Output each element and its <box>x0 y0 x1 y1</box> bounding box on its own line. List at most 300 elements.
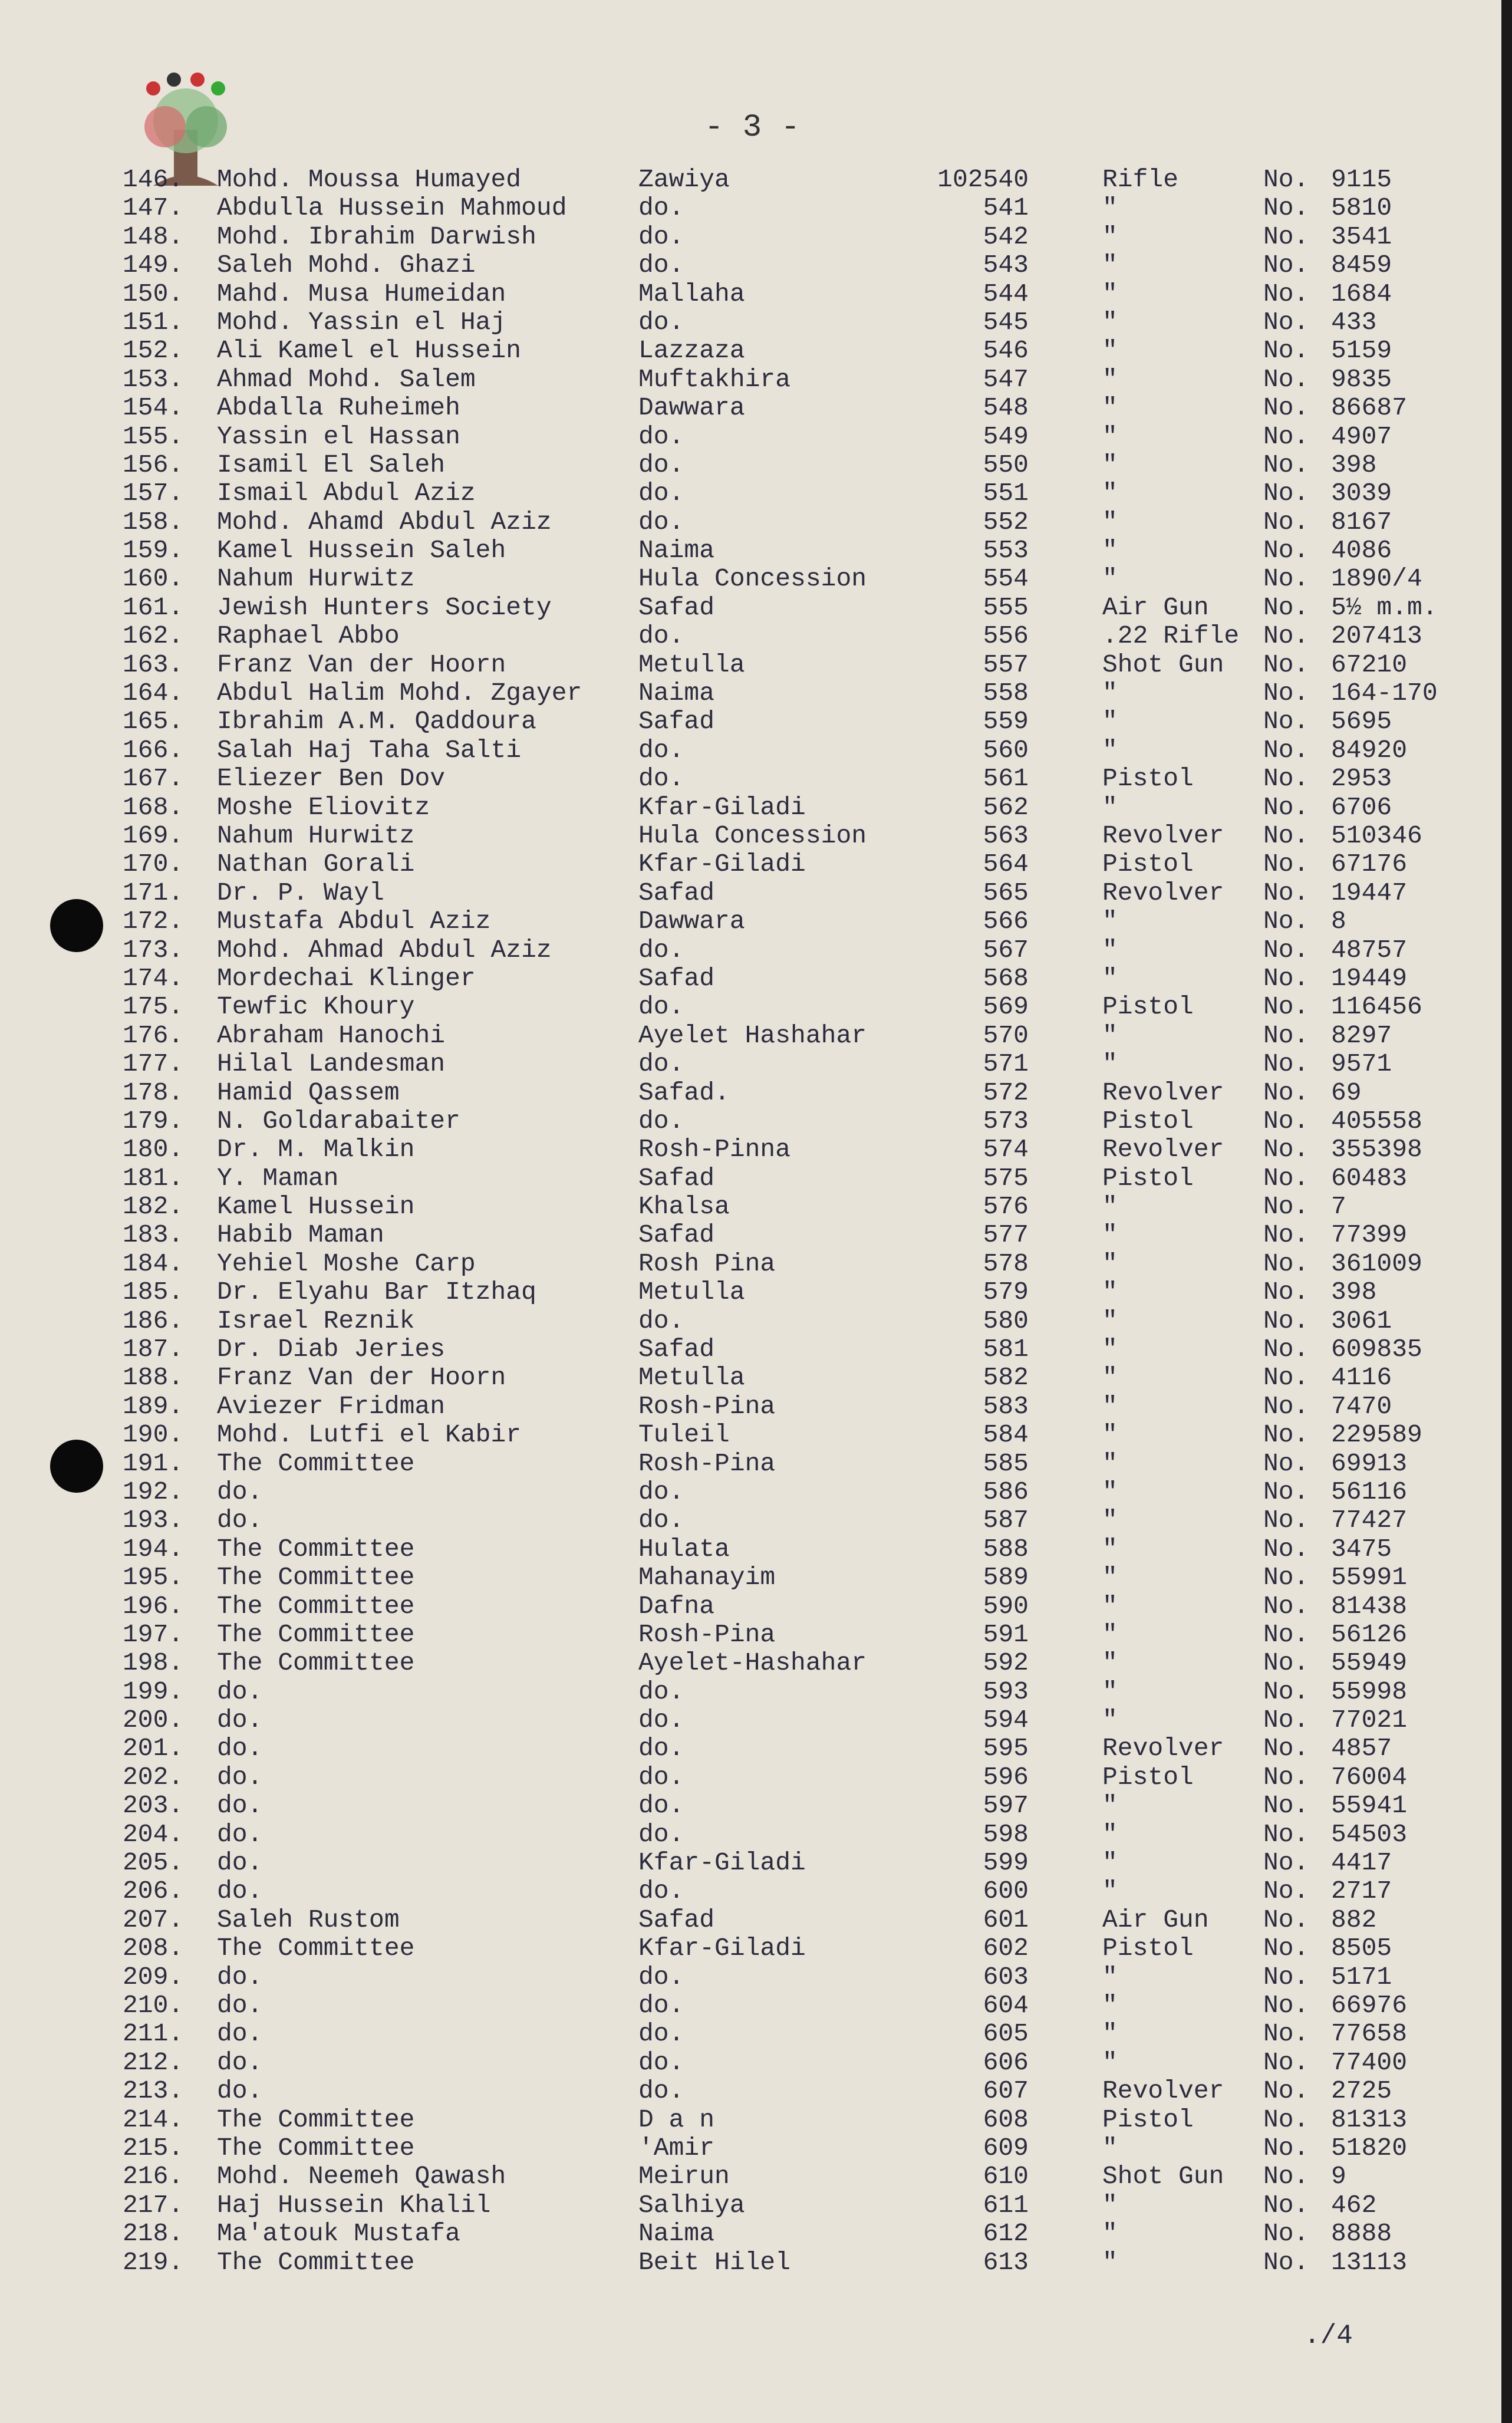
entry-number: 207. <box>123 1905 184 1934</box>
entry-number: 159. <box>123 536 184 565</box>
weapon-type: " <box>1102 279 1118 308</box>
register-number: 613 <box>983 2247 1029 2277</box>
register-row <box>0 1421 1512 1449</box>
number-label: No. <box>1263 1420 1309 1450</box>
locality: do. <box>638 764 684 794</box>
owner-name: The Committee <box>217 1591 415 1621</box>
owner-name: do. <box>217 1477 263 1506</box>
owner-name: Mohd. Neemeh Qawash <box>217 2162 506 2191</box>
owner-name: Ahmad Mohd. Salem <box>217 364 476 394</box>
number-label: No. <box>1263 592 1309 622</box>
register-row <box>0 2134 1512 2162</box>
entry-number: 146. <box>123 165 184 194</box>
weapon-type: " <box>1102 735 1118 765</box>
number-label: No. <box>1263 1220 1309 1250</box>
locality: do. <box>638 193 684 223</box>
register-number: 600 <box>983 1876 1029 1906</box>
serial-number: 2717 <box>1331 1876 1392 1906</box>
number-label: No. <box>1263 935 1309 964</box>
register-number: 555 <box>983 592 1029 622</box>
number-label: No. <box>1263 1876 1309 1906</box>
register-number: 568 <box>983 963 1029 993</box>
owner-name: do. <box>217 1762 263 1792</box>
register-row <box>0 765 1512 793</box>
locality: Rosh-Pina <box>638 1391 776 1421</box>
register-row <box>0 1991 1512 2020</box>
serial-number: 9571 <box>1331 1049 1392 1079</box>
register-number: 563 <box>983 821 1029 850</box>
entry-number: 177. <box>123 1049 184 1079</box>
weapon-type: " <box>1102 1991 1118 2020</box>
entry-number: 187. <box>123 1335 184 1364</box>
serial-number: 3039 <box>1331 479 1392 508</box>
weapon-type: Pistol <box>1102 1762 1194 1792</box>
register-number: 541 <box>983 193 1029 223</box>
weapon-type: " <box>1102 393 1118 423</box>
continuation-mark: ./4 <box>1304 2320 1353 2351</box>
serial-number: 77021 <box>1331 1706 1408 1735</box>
number-label: No. <box>1263 1078 1309 1107</box>
owner-name: The Committee <box>217 1934 415 1963</box>
serial-number: 69 <box>1331 1078 1362 1107</box>
owner-name: N. Goldarabaiter <box>217 1106 460 1135</box>
owner-name: Mustafa Abdul Aziz <box>217 907 491 936</box>
locality: do. <box>638 2076 684 2106</box>
entry-number: 164. <box>123 679 184 708</box>
entry-number: 188. <box>123 1363 184 1392</box>
owner-name: The Committee <box>217 1563 415 1592</box>
locality: do. <box>638 1477 684 1506</box>
number-label: No. <box>1263 1648 1309 1678</box>
number-label: No. <box>1263 1020 1309 1050</box>
serial-number: 609835 <box>1331 1335 1422 1364</box>
serial-number: 8167 <box>1331 507 1392 536</box>
number-label: No. <box>1263 1135 1309 1164</box>
serial-number: 56116 <box>1331 1477 1408 1506</box>
weapon-type: " <box>1102 1335 1118 1364</box>
register-row <box>0 166 1512 194</box>
locality: do. <box>638 307 684 337</box>
serial-number: 77399 <box>1331 1220 1408 1250</box>
register-row <box>0 565 1512 593</box>
serial-number: 81438 <box>1331 1591 1408 1621</box>
number-label: No. <box>1263 2105 1309 2134</box>
number-label: No. <box>1263 1306 1309 1335</box>
register-row <box>0 1792 1512 1820</box>
serial-number: 433 <box>1331 307 1377 337</box>
locality: Beit Hilel <box>638 2247 791 2277</box>
owner-name: Salah Haj Taha Salti <box>217 735 522 765</box>
number-label: No. <box>1263 1934 1309 1963</box>
locality: do. <box>638 479 684 508</box>
owner-name: do. <box>217 1677 263 1706</box>
register-number: 593 <box>983 1677 1029 1706</box>
register-row <box>0 2162 1512 2191</box>
locality: do. <box>638 935 684 964</box>
weapon-type: " <box>1102 679 1118 708</box>
weapon-type: " <box>1102 1049 1118 1079</box>
entry-number: 185. <box>123 1278 184 1307</box>
weapon-type: Pistol <box>1102 1934 1194 1963</box>
entry-number: 153. <box>123 364 184 394</box>
locality: do. <box>638 1506 684 1535</box>
locality: Rosh-Pina <box>638 1619 776 1649</box>
number-label: No. <box>1263 479 1309 508</box>
register-row <box>0 1934 1512 1963</box>
number-label: No. <box>1263 1848 1309 1878</box>
owner-name: Franz Van der Hoorn <box>217 650 506 679</box>
register-number: 598 <box>983 1819 1029 1849</box>
weapon-type: " <box>1102 507 1118 536</box>
locality: Naima <box>638 2219 715 2248</box>
register-number: 603 <box>983 1962 1029 1991</box>
entry-number: 155. <box>123 422 184 451</box>
register-row <box>0 1478 1512 1506</box>
entry-number: 161. <box>123 592 184 622</box>
register-row <box>0 1022 1512 1050</box>
register-number: 545 <box>983 307 1029 337</box>
owner-name: The Committee <box>217 1619 415 1649</box>
serial-number: 8888 <box>1331 2219 1392 2248</box>
owner-name: Mohd. Ahmad Abdul Aziz <box>217 935 552 964</box>
number-label: No. <box>1263 507 1309 536</box>
register-number: 571 <box>983 1049 1029 1079</box>
owner-name: Raphael Abbo <box>217 621 400 651</box>
serial-number: 3541 <box>1331 222 1392 251</box>
owner-name: do. <box>217 1706 263 1735</box>
register-row <box>0 1849 1512 1877</box>
locality: Metulla <box>638 1278 745 1307</box>
register-row <box>0 822 1512 850</box>
register-number: 610 <box>983 2162 1029 2191</box>
owner-name: The Committee <box>217 1534 415 1563</box>
locality: Tuleil <box>638 1420 730 1450</box>
serial-number: 6706 <box>1331 792 1392 822</box>
weapon-type: " <box>1102 792 1118 822</box>
register-row <box>0 479 1512 508</box>
owner-name: do. <box>217 2019 263 2049</box>
entry-number: 168. <box>123 792 184 822</box>
serial-number: 86687 <box>1331 393 1408 423</box>
weapon-type: " <box>1102 2019 1118 2049</box>
entry-number: 214. <box>123 2105 184 2134</box>
locality: do. <box>638 2019 684 2049</box>
entry-number: 209. <box>123 1962 184 1991</box>
weapon-type: " <box>1102 1677 1118 1706</box>
number-label: No. <box>1263 650 1309 679</box>
locality: Hula Concession <box>638 821 867 850</box>
locality: Dawwara <box>638 393 745 423</box>
register-number: 570 <box>983 1020 1029 1050</box>
register-row <box>0 707 1512 736</box>
register-number: 558 <box>983 679 1029 708</box>
owner-name: Ibrahim A.M. Qaddoura <box>217 707 536 736</box>
weapon-type: " <box>1102 2190 1118 2220</box>
entry-number: 154. <box>123 393 184 423</box>
owner-name: Kamel Hussein <box>217 1192 415 1222</box>
register-row <box>0 679 1512 707</box>
register-row <box>0 993 1512 1021</box>
locality: Naima <box>638 679 715 708</box>
entry-number: 203. <box>123 1791 184 1820</box>
locality: do. <box>638 450 684 479</box>
number-label: No. <box>1263 963 1309 993</box>
locality: Rosh Pina <box>638 1249 776 1278</box>
number-label: No. <box>1263 165 1309 194</box>
register-number: 601 <box>983 1905 1029 1934</box>
locality: Safad <box>638 963 715 993</box>
register-row <box>0 1535 1512 1563</box>
owner-name: do. <box>217 1506 263 1535</box>
number-label: No. <box>1263 307 1309 337</box>
register-number: 567 <box>983 935 1029 964</box>
serial-number: 5½ m.m. <box>1331 592 1438 622</box>
entry-number: 158. <box>123 507 184 536</box>
owner-name: Mohd. Ahamd Abdul Aziz <box>217 507 552 536</box>
locality: 'Amir <box>638 2133 715 2162</box>
register-row <box>0 1678 1512 1706</box>
locality: Safad <box>638 1905 715 1934</box>
entry-number: 201. <box>123 1734 184 1763</box>
owner-name: Ismail Abdul Aziz <box>217 479 476 508</box>
number-label: No. <box>1263 1905 1309 1934</box>
owner-name: Aviezer Fridman <box>217 1391 446 1421</box>
serial-number: 5810 <box>1331 193 1392 223</box>
entry-number: 163. <box>123 650 184 679</box>
entry-number: 215. <box>123 2133 184 2162</box>
number-label: No. <box>1263 393 1309 423</box>
register-row <box>0 1164 1512 1193</box>
register-number: 564 <box>983 850 1029 879</box>
register-row <box>0 280 1512 308</box>
owner-name: do. <box>217 1991 263 2020</box>
serial-number: 55949 <box>1331 1648 1408 1678</box>
serial-number: 361009 <box>1331 1249 1422 1278</box>
entry-number: 172. <box>123 907 184 936</box>
register-row <box>0 1963 1512 1991</box>
weapon-type: " <box>1102 364 1118 394</box>
register-row <box>0 223 1512 251</box>
entry-number: 195. <box>123 1563 184 1592</box>
weapon-type: " <box>1102 564 1118 594</box>
register-row <box>0 964 1512 993</box>
serial-number: 55991 <box>1331 1563 1408 1592</box>
weapon-type: " <box>1102 450 1118 479</box>
locality: Metulla <box>638 1363 745 1392</box>
register-row <box>0 508 1512 536</box>
weapon-type: " <box>1102 1819 1118 1849</box>
locality: Safad <box>638 707 715 736</box>
register-number: 565 <box>983 878 1029 907</box>
owner-name: do. <box>217 2076 263 2106</box>
serial-number: 3475 <box>1331 1534 1392 1563</box>
owner-name: do. <box>217 1791 263 1820</box>
register-row <box>0 1706 1512 1734</box>
number-label: No. <box>1263 536 1309 565</box>
locality: Khalsa <box>638 1192 730 1222</box>
owner-name: Y. Maman <box>217 1163 339 1193</box>
number-label: No. <box>1263 1706 1309 1735</box>
serial-number: 55941 <box>1331 1791 1408 1820</box>
owner-name: The Committee <box>217 2105 415 2134</box>
entry-number: 147. <box>123 193 184 223</box>
serial-number: 81313 <box>1331 2105 1408 2134</box>
number-label: No. <box>1263 1448 1309 1478</box>
register-row <box>0 1135 1512 1164</box>
register-number: 587 <box>983 1506 1029 1535</box>
owner-name: Dr. P. Wayl <box>217 878 384 907</box>
weapon-type: " <box>1102 479 1118 508</box>
locality: Lazzaza <box>638 336 745 366</box>
entry-number: 211. <box>123 2019 184 2049</box>
locality: Ayelet-Hashahar <box>638 1648 867 1678</box>
number-label: No. <box>1263 1278 1309 1307</box>
register-row <box>0 1649 1512 1677</box>
register-number: 591 <box>983 1619 1029 1649</box>
number-label: No. <box>1263 1534 1309 1563</box>
entry-number: 202. <box>123 1762 184 1792</box>
locality: Safad. <box>638 1078 730 1107</box>
punch-hole <box>50 1440 103 1493</box>
register-row <box>0 622 1512 650</box>
entry-number: 194. <box>123 1534 184 1563</box>
register-number: 554 <box>983 564 1029 594</box>
weapon-type: " <box>1102 222 1118 251</box>
number-label: No. <box>1263 422 1309 451</box>
entry-number: 156. <box>123 450 184 479</box>
owner-name: Ma'atouk Mustafa <box>217 2219 460 2248</box>
serial-number: 1684 <box>1331 279 1392 308</box>
register-number: 560 <box>983 735 1029 765</box>
locality: Mahanayim <box>638 1563 776 1592</box>
serial-number: 54503 <box>1331 1819 1408 1849</box>
register-number: 590 <box>983 1591 1029 1621</box>
locality: Salhiya <box>638 2190 745 2220</box>
serial-number: 60483 <box>1331 1163 1408 1193</box>
serial-number: 66976 <box>1331 1991 1408 2020</box>
register-row <box>0 1307 1512 1335</box>
locality: do. <box>638 2047 684 2077</box>
weapon-type: " <box>1102 1220 1118 1250</box>
owner-name: Hamid Qassem <box>217 1078 400 1107</box>
register-number: 556 <box>983 621 1029 651</box>
serial-number: 67176 <box>1331 850 1408 879</box>
entry-number: 196. <box>123 1591 184 1621</box>
number-label: No. <box>1263 2190 1309 2220</box>
serial-number: 8505 <box>1331 1934 1392 1963</box>
serial-number: 84920 <box>1331 735 1408 765</box>
locality: Metulla <box>638 650 745 679</box>
entry-number: 182. <box>123 1192 184 1222</box>
register-number: 102540 <box>937 165 1029 194</box>
serial-number: 56126 <box>1331 1619 1408 1649</box>
number-label: No. <box>1263 2162 1309 2191</box>
number-label: No. <box>1263 679 1309 708</box>
entry-number: 181. <box>123 1163 184 1193</box>
locality: Safad <box>638 1220 715 1250</box>
owner-name: Yehiel Moshe Carp <box>217 1249 476 1278</box>
register-row <box>0 1820 1512 1849</box>
owner-name: Abdul Halim Mohd. Zgayer <box>217 679 582 708</box>
serial-number: 2953 <box>1331 764 1392 794</box>
number-label: No. <box>1263 251 1309 280</box>
register-number: 609 <box>983 2133 1029 2162</box>
owner-name: Tewfic Khoury <box>217 992 415 1022</box>
owner-name: Nathan Gorali <box>217 850 415 879</box>
owner-name: Abraham Hanochi <box>217 1020 446 1050</box>
register-number: 605 <box>983 2019 1029 2049</box>
entry-number: 165. <box>123 707 184 736</box>
entry-number: 149. <box>123 251 184 280</box>
entry-number: 206. <box>123 1876 184 1906</box>
number-label: No. <box>1263 1249 1309 1278</box>
owner-name: Nahum Hurwitz <box>217 564 415 594</box>
register-number: 592 <box>983 1648 1029 1678</box>
weapon-type: " <box>1102 1706 1118 1735</box>
register-row <box>0 594 1512 622</box>
register-row <box>0 1250 1512 1278</box>
number-label: No. <box>1263 2247 1309 2277</box>
weapon-type: " <box>1102 336 1118 366</box>
punch-hole <box>50 899 103 952</box>
weapon-type: Pistol <box>1102 764 1194 794</box>
register-number: 552 <box>983 507 1029 536</box>
entry-number: 167. <box>123 764 184 794</box>
register-number: 569 <box>983 992 1029 1022</box>
owner-name: Saleh Rustom <box>217 1905 400 1934</box>
locality: Ayelet Hashahar <box>638 1020 867 1050</box>
number-label: No. <box>1263 1677 1309 1706</box>
number-label: No. <box>1263 279 1309 308</box>
register-number: 547 <box>983 364 1029 394</box>
weapon-type: " <box>1102 707 1118 736</box>
owner-name: Jewish Hunters Society <box>217 592 552 622</box>
serial-number: 4907 <box>1331 422 1392 451</box>
entry-number: 198. <box>123 1648 184 1678</box>
serial-number: 229589 <box>1331 1420 1422 1450</box>
weapon-type: Shot Gun <box>1102 2162 1224 2191</box>
entry-number: 186. <box>123 1306 184 1335</box>
locality: Naima <box>638 536 715 565</box>
serial-number: 19449 <box>1331 963 1408 993</box>
register-row <box>0 850 1512 878</box>
serial-number: 7 <box>1331 1192 1346 1222</box>
weapon-type: Revolver <box>1102 1135 1224 1164</box>
register-number: 597 <box>983 1791 1029 1820</box>
locality: do. <box>638 1791 684 1820</box>
serial-number: 8297 <box>1331 1020 1392 1050</box>
register-number: 579 <box>983 1278 1029 1307</box>
serial-number: 4857 <box>1331 1734 1392 1763</box>
locality: do. <box>638 1049 684 1079</box>
register-number: 595 <box>983 1734 1029 1763</box>
entry-number: 175. <box>123 992 184 1022</box>
serial-number: 7470 <box>1331 1391 1392 1421</box>
weapon-type: " <box>1102 193 1118 223</box>
register-number: 581 <box>983 1335 1029 1364</box>
register-row <box>0 536 1512 565</box>
register-number: 606 <box>983 2047 1029 2077</box>
locality: Safad <box>638 1163 715 1193</box>
owner-name: do. <box>217 2047 263 2077</box>
register-number: 604 <box>983 1991 1029 2020</box>
register-row <box>0 879 1512 907</box>
number-label: No. <box>1263 1335 1309 1364</box>
weapon-type: Air Gun <box>1102 1905 1209 1934</box>
number-label: No. <box>1263 907 1309 936</box>
number-label: No. <box>1263 1106 1309 1135</box>
owner-name: Mordechai Klinger <box>217 963 476 993</box>
